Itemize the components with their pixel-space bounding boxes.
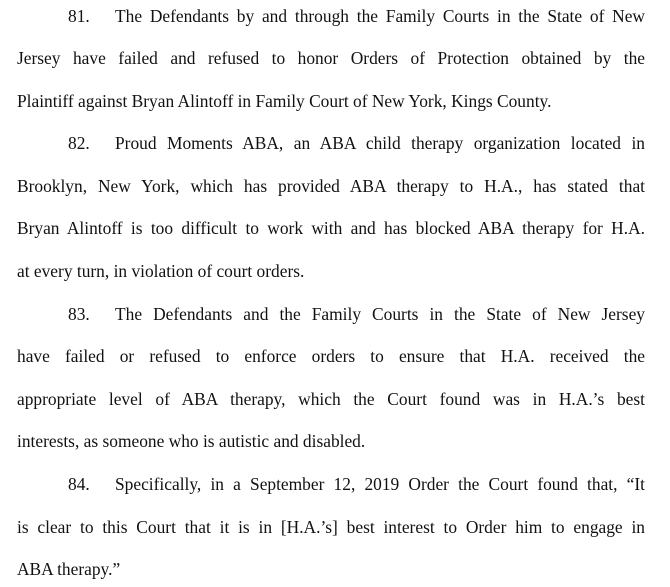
paragraph-number: 82. xyxy=(68,133,90,153)
paragraph-82-line-1 xyxy=(68,128,645,158)
paragraph-81-line-1 xyxy=(68,1,645,31)
paragraph-number: 84. xyxy=(68,474,90,494)
paragraph-text: Proud Moments ABA, an ABA child therapy organization located in xyxy=(115,133,645,153)
paragraph-83-line-3: appropriate level of ABA therapy, which the Court found was in H.A.’s best xyxy=(17,389,645,409)
paragraph-82-line-4: at every turn, in violation of court orders. xyxy=(17,261,305,281)
paragraph-text: The Defendants by and through the Family Courts in the State of New xyxy=(115,6,645,26)
paragraph-84-line-2: is clear to this Court that it is in [H.A.’s] best interest to Order him to engage in xyxy=(17,517,645,537)
paragraph-number: 81. xyxy=(68,6,90,26)
paragraph-text: Specifically, in a September 12, 2019 Order the Court found that, “It xyxy=(115,474,645,494)
paragraph-84-line-1 xyxy=(68,469,645,499)
paragraph-81-line-3: Plaintiff against Bryan Alintoff in Family Court of New York, Kings County. xyxy=(17,91,552,111)
paragraph-83-line-4: interests, as someone who is autistic and disabled. xyxy=(17,431,366,451)
paragraph-text: The Defendants and the Family Courts in the State of New Jersey xyxy=(115,304,645,324)
paragraph-83-line-1 xyxy=(68,299,645,329)
paragraph-81-line-2: Jersey have failed and refused to honor Orders of Protection obtained by the xyxy=(17,48,645,68)
paragraph-84-line-3: ABA therapy.” xyxy=(17,559,121,579)
paragraph-83-line-2: have failed or refused to enforce orders to ensure that H.A. received the xyxy=(17,346,645,366)
paragraph-number: 83. xyxy=(68,304,90,324)
paragraph-82-line-2: Brooklyn, New York, which has provided ABA therapy to H.A., has stated that xyxy=(17,176,645,196)
paragraph-82-line-3: Bryan Alintoff is too difficult to work with and has blocked ABA therapy for H.A. xyxy=(17,218,645,238)
